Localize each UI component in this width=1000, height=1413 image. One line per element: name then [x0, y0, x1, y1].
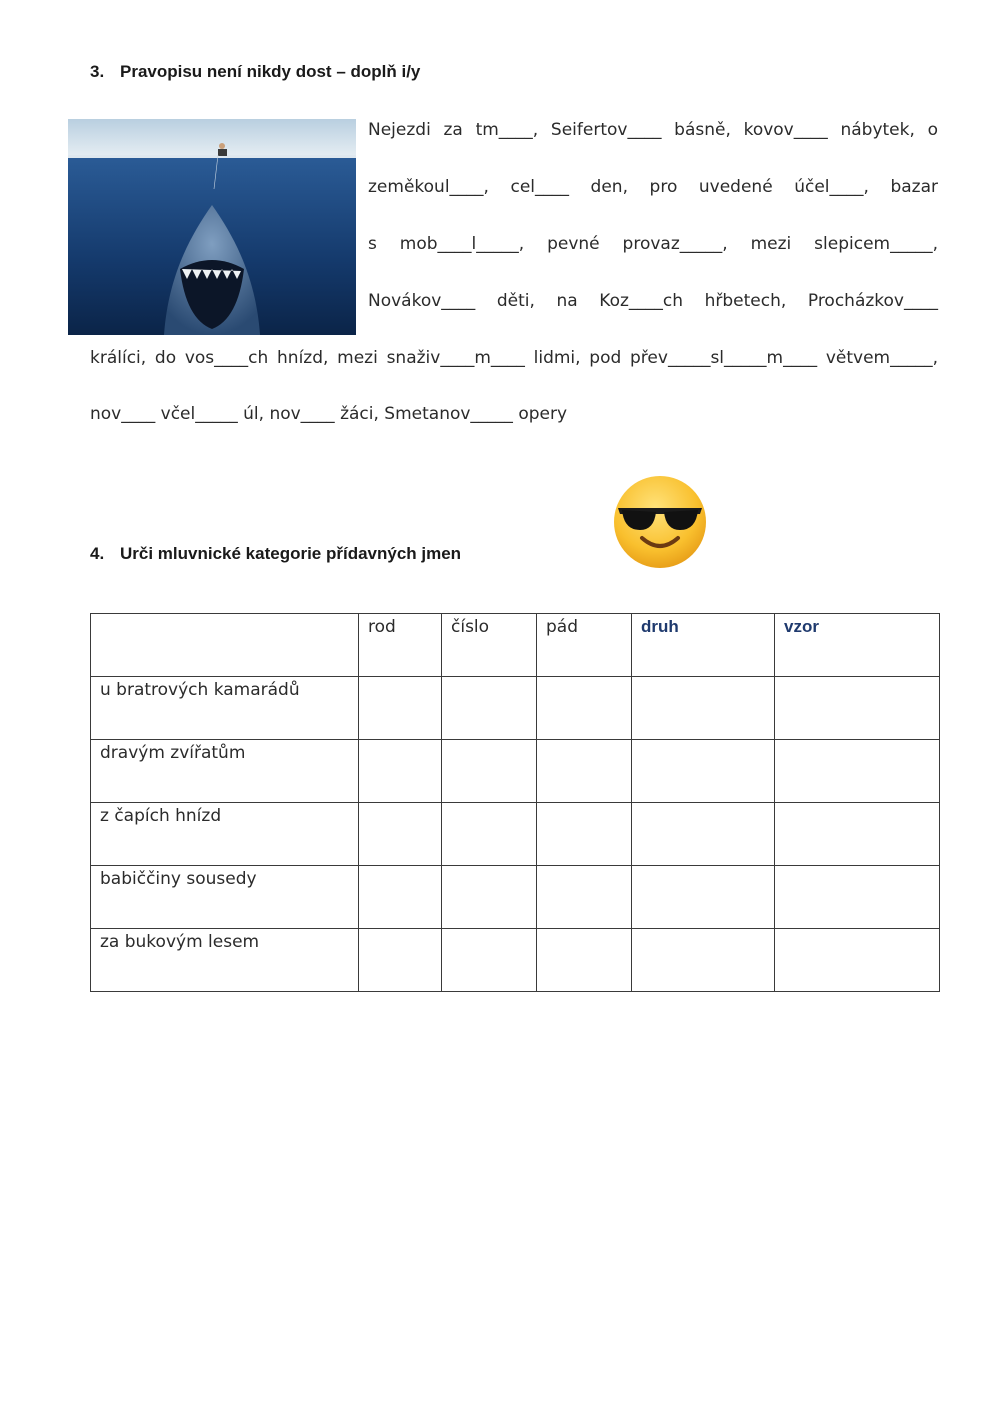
- answer-cell[interactable]: [442, 866, 537, 929]
- table-row: [91, 803, 940, 866]
- fill-in-line-6: nov____ včel_____ úl, nov____ žáci, Smetanov_____ opery: [90, 404, 568, 424]
- header-cell-vzor: vzor: [775, 614, 940, 677]
- exercise-3-title: Pravopisu není nikdy dost – doplň i/y: [120, 62, 421, 81]
- answer-cell[interactable]: [632, 866, 775, 929]
- answer-cell[interactable]: [537, 929, 632, 992]
- answer-cell[interactable]: [632, 677, 775, 740]
- header-cell-empty: [91, 614, 359, 677]
- header-cell-druh: druh: [632, 614, 775, 677]
- adjective-categories-table: [90, 613, 940, 992]
- answer-cell[interactable]: [775, 929, 940, 992]
- row-label: u bratrových kamarádů: [91, 677, 359, 740]
- table-row: [91, 929, 940, 992]
- fill-in-line-1: Nejezdi za tm____, Seifertov____ básně, kovov____ nábytek, o: [368, 120, 938, 140]
- table-row: [91, 866, 940, 929]
- answer-cell[interactable]: [359, 866, 442, 929]
- answer-cell[interactable]: [442, 677, 537, 740]
- answer-cell[interactable]: [775, 866, 940, 929]
- exercise-4-title: Urči mluvnické kategorie přídavných jmen: [120, 544, 462, 563]
- answer-cell[interactable]: [537, 803, 632, 866]
- row-label: z čapích hnízd: [91, 803, 359, 866]
- row-label: dravým zvířatům: [91, 740, 359, 803]
- row-label: za bukovým lesem: [91, 929, 359, 992]
- table-header-row: [91, 614, 940, 677]
- row-label: babiččiny sousedy: [91, 866, 359, 929]
- answer-cell[interactable]: [537, 740, 632, 803]
- answer-cell[interactable]: [632, 929, 775, 992]
- answer-cell[interactable]: [442, 929, 537, 992]
- shark-poster-image: [68, 119, 356, 335]
- fill-in-line-3: s mob____l_____, pevné provaz_____, mezi slepicem_____,: [368, 234, 938, 254]
- fill-in-line-4: Novákov____ děti, na Koz____ch hřbetech, Procházkov____: [368, 291, 938, 311]
- answer-cell[interactable]: [359, 803, 442, 866]
- answer-cell[interactable]: [537, 677, 632, 740]
- answer-cell[interactable]: [775, 803, 940, 866]
- answer-cell[interactable]: [537, 866, 632, 929]
- answer-cell[interactable]: [775, 677, 940, 740]
- answer-cell[interactable]: [632, 740, 775, 803]
- header-cell-pad: pád: [537, 614, 632, 677]
- exercise-4-heading: [90, 544, 461, 564]
- table-row: [91, 677, 940, 740]
- exercise-4-number: 4.: [90, 544, 105, 563]
- answer-cell[interactable]: [442, 740, 537, 803]
- exercise-3-number: 3.: [90, 62, 105, 81]
- fill-in-line-5: králíci, do vos____ch hnízd, mezi snaživ____m____ lidmi, pod přev_____sl_____m____ větvem_____,: [90, 348, 938, 368]
- fill-in-line-2: zeměkoul____, cel____ den, pro uvedené účel____, bazar: [368, 177, 938, 197]
- answer-cell[interactable]: [359, 677, 442, 740]
- table-row: [91, 740, 940, 803]
- answer-cell[interactable]: [359, 929, 442, 992]
- sunglasses-smiley-icon: [612, 474, 708, 570]
- header-cell-cislo: číslo: [442, 614, 537, 677]
- answer-cell[interactable]: [442, 803, 537, 866]
- exercise-3-heading: [90, 62, 420, 82]
- answer-cell[interactable]: [632, 803, 775, 866]
- header-cell-rod: rod: [359, 614, 442, 677]
- answer-cell[interactable]: [775, 740, 940, 803]
- answer-cell[interactable]: [359, 740, 442, 803]
